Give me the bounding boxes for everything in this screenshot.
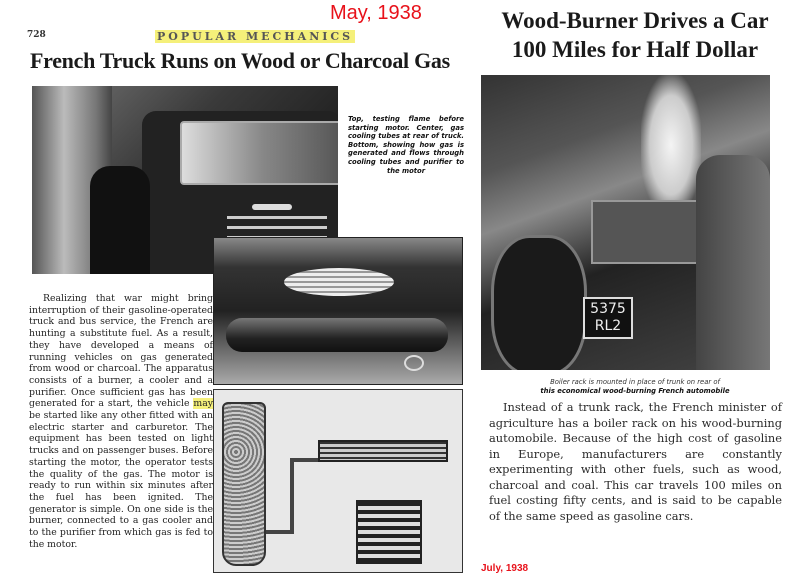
annotation-date-july-1938: July, 1938: [481, 563, 529, 574]
operator-figure: [90, 166, 150, 274]
purifier-unit: [356, 500, 422, 564]
page-number: 728: [27, 30, 46, 40]
cooling-tubes-photo: [213, 237, 463, 385]
license-plate-line1: 5375: [590, 301, 626, 317]
car-wheel: [491, 235, 587, 370]
cooler-tubes: [318, 440, 448, 462]
pipe-ring: [404, 355, 424, 371]
magazine-name: POPULAR MECHANICS: [157, 30, 354, 43]
minister-figure: [696, 155, 770, 370]
right-headline: [485, 6, 785, 64]
connecting-pipe-vertical: [290, 462, 294, 534]
left-article-body: [29, 293, 213, 550]
burner-tank: [222, 402, 266, 566]
steam-plume: [641, 75, 701, 215]
spare-tire: [284, 268, 394, 296]
right-body-paragraph: Instead of a trunk rack, the French minister of agriculture has a boiler rack on his wood-burning automobile. Because of the high cost of gasoline in Europe, manufacturers are constantly experimenting with other fuels, such as wood, charcoal and coal. This car travels 100 miles on fuel costing fifty cents, and is said to be capable of the same speed as gasoline cars.: [489, 400, 782, 523]
left-photo-caption: Top, testing flame before starting motor. Center, gas cooling tubes at rear of truck. Bottom, showing how gas is generated and flows through cooling tubes and purifier to the motor: [348, 115, 464, 175]
wood-burner-car-photo: [481, 75, 770, 370]
right-caption-line1: Boiler rack is mounted in place of trunk on rear of: [550, 378, 720, 386]
boiler-rack: [591, 200, 705, 264]
body-text-part2: be started like any other fitted with an electric starter and carburetor. The equipment has been tested on light trucks and on passenger buses. Before starting the motor, the operator tests the quality of the gas. The motor is ready to run within six minutes after the fuel has been ignited. The generator is simple. On one side is the burner, connected to a gas cooler and to the purifier from which gas is fed to the motor.: [29, 410, 213, 550]
right-headline-line1: Wood-Burner Drives a Car: [501, 8, 769, 33]
highlighted-word: may: [193, 398, 213, 410]
annotation-date-may-1938: May, 1938: [330, 2, 422, 24]
truck-grille: [227, 216, 327, 219]
right-photo-caption: [490, 378, 780, 396]
cooling-tube: [226, 318, 448, 352]
license-plate: [583, 297, 633, 339]
license-plate-line2: RL2: [594, 318, 622, 334]
truck-windshield: [180, 121, 338, 185]
right-headline-line2: 100 Miles for Half Dollar: [511, 37, 759, 62]
gas-generator-diagram: [213, 389, 463, 573]
left-headline: French Truck Runs on Wood or Charcoal Gas: [30, 48, 450, 73]
renault-badge: [252, 204, 292, 210]
right-article-body: [489, 400, 782, 524]
right-caption-line2: this economical wood-burning French automobile: [540, 387, 730, 395]
body-text-part1: Realizing that war might bring interruption of their gasoline-operated truck and bus service, the French are hunting a substitute fuel. As a result, they have developed a means of running vehicles on gas generated from wood or charcoal. The apparatus consists of a burner, a cooler and a purifier. Once sufficient gas has been generated for a start, the vehicle: [29, 293, 213, 410]
